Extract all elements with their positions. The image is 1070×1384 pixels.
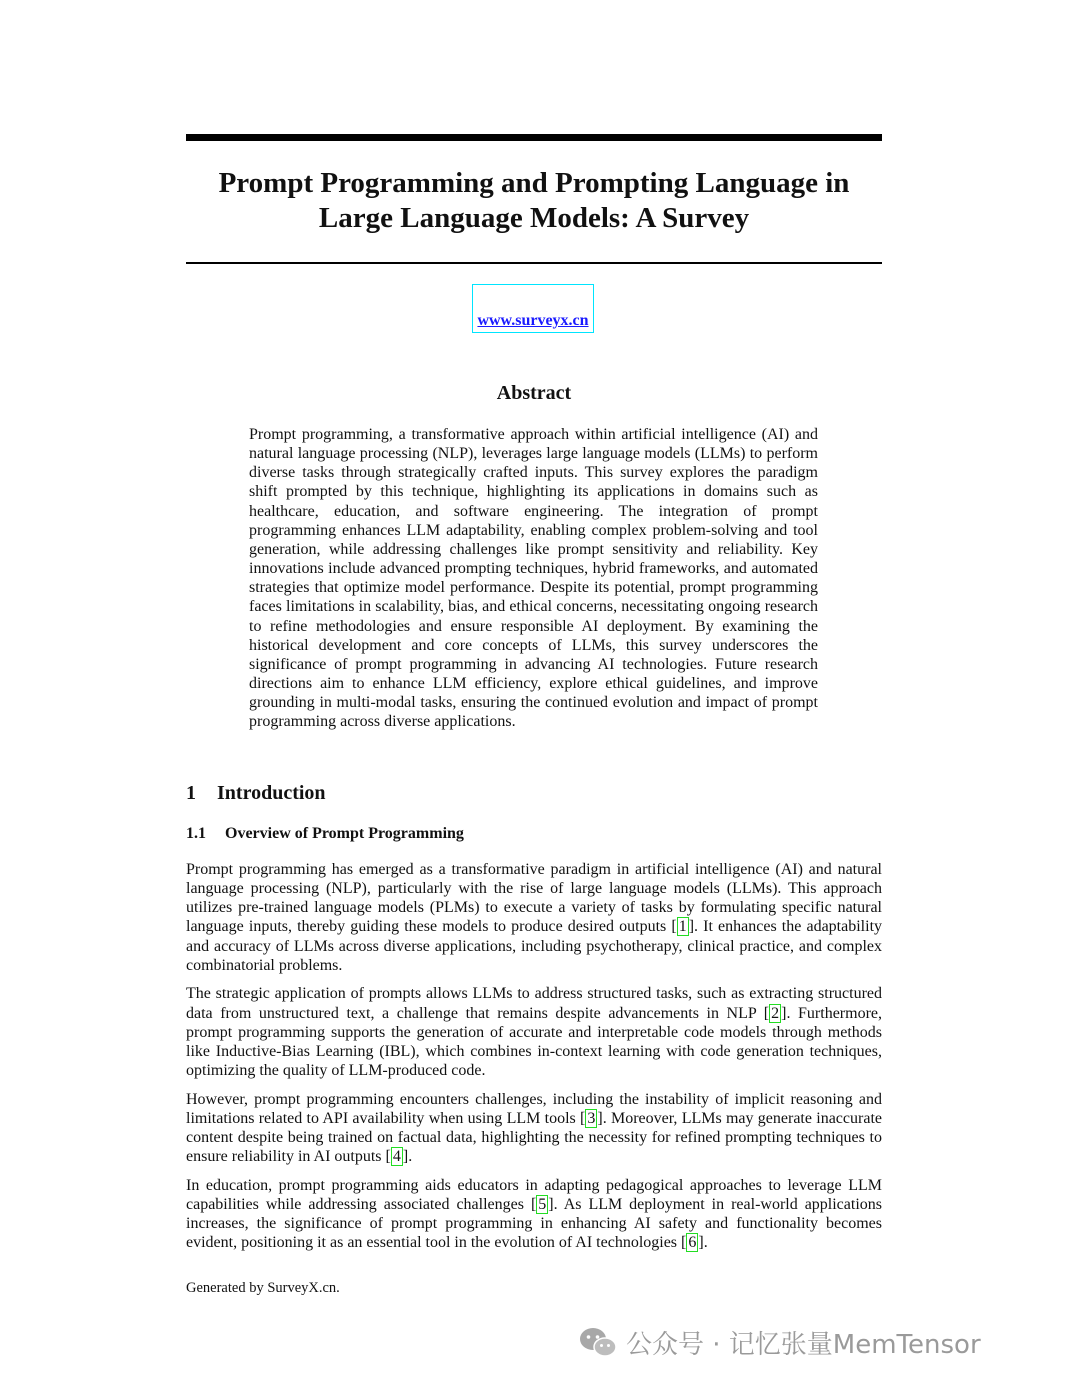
section-number: 1 [186,782,196,804]
title-top-rule [186,134,882,141]
section-title: Introduction [217,782,326,804]
citation-link[interactable]: 2 [771,1004,780,1022]
paragraph-1: Prompt programming has emerged as a transformative paradigm in artificial intelligence (AI) and natural language processing (NLP), particularly with the rise of large language models (LLMs). This approach utilizes pre-trained language models (PLMs) to execute a variety of tasks by formulating specific natural language inputs, thereby guiding these models to produce desired outputs [ 1 ]. It enhances the adaptability and accuracy of LLMs across diverse applications, including psychotherapy, clinical practice, and complex combinatorial problems. [186,861,883,974]
citation-link[interactable]: 5 [538,1196,547,1213]
section-heading [186,782,326,805]
surveyx-link[interactable]: www.surveyx.cn [477,312,589,329]
paragraph-4: In education, prompt programming aids educators in adapting pedagogical approaches to leverage LLM capabilities while addressing associated challenges [ 5 ]. As LLM deployment in real-world applications increases, the significance of prompt programming in enhancing AI safety and functionality becomes evident, positioning it as an essential tool in the evolution of AI technologies [ 6 ]. [186,1176,883,1252]
title-bottom-rule [186,262,882,264]
citation-link[interactable]: 3 [587,1109,596,1127]
paragraph-2: The strategic application of prompts allows LLMs to address structured tasks, such as extracting structured data from unstructured text, a challenge that remains despite advancements in NLP [ 2 ]. Furthermore, prompt programming supports the generation of accurate and interpretable code models through methods like Inductive-Bias Learning (IBL), which combines in-context learning with code generation techniques, optimizing the quality of LLM-produced code. [186,985,882,1080]
paragraph-3: However, prompt programming encounters challenges, including the instability of implicit reasoning and limitations related to API availability when using LLM tools [ 3 ]. Moreover, LLMs may generate inaccurate content despite being trained on factual data, highlighting the necessity for refined prompting techniques to ensure reliability in AI outputs [ 4 ]. [186,1090,882,1166]
title-line-1: Prompt Programming and Prompting Language in [218,167,850,199]
subsection-heading [186,825,464,843]
paper-title [186,166,882,236]
wechat-icon [578,1325,618,1359]
abstract-text: Prompt programming, a transformative approach within artificial intelligence (AI) and natural language processing (NLP), leverages large language models (LLMs) to perform diverse tasks through strategically crafted inputs. This survey explores the paradigm shift prompted by this technique, highlighting its applications in domains such as healthcare, education, and software engineering. The integration of prompt programming enhances LLM adaptability, enabling complex problem-solving and tool generation, while addressing challenges like prompt sensitivity and reliability. Key innovations include advanced prompting techniques, hybrid frameworks, and automated strategies that optimize model performance. Despite its potential, prompt programming faces limitations in scalability, bias, and ethical concerns, necessitating ongoing research to refine methodologies and ensure responsible AI deployment. By examining the historical development and core concepts of LLMs, this survey underscores the significance of prompt programming in advancing AI technologies. Future research directions aim to enhance LLM efficiency, explore ethical guidelines, and improve grounding in multi-modal tasks, ensuring the continued evolution and impact of prompt programming across diverse applications. [249,426,818,731]
watermark [578,1320,981,1364]
abstract-heading: Abstract [496,382,572,404]
subsection-number: 1.1 [186,825,206,842]
body-text [186,860,882,1262]
subsection-title: Overview of Prompt Programming [225,825,464,842]
citation-link[interactable]: 4 [392,1148,401,1166]
page-footer: Generated by SurveyX.cn. [186,1280,340,1296]
title-line-2: Large Language Models: A Survey [318,202,750,234]
watermark-text: 公众号 · 记忆张量MemTensor [626,1329,981,1360]
citation-link[interactable]: 6 [688,1234,697,1252]
citation-link[interactable]: 1 [678,918,687,936]
